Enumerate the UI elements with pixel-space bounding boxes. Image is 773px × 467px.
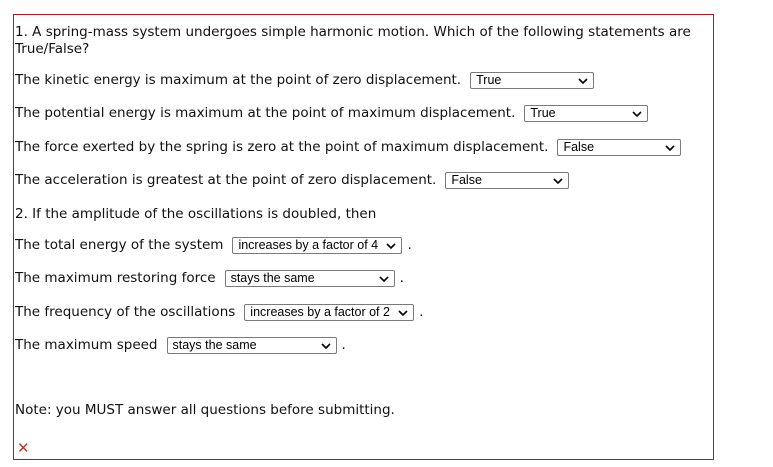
q2-answer-select-4[interactable] — [167, 337, 337, 354]
question-1-prompt: 1. A spring-mass system undergoes simple harmonic motion. Which of the following statements are True/False? — [15, 24, 691, 57]
chevron-down-icon — [631, 108, 643, 120]
chevron-down-icon — [397, 307, 409, 319]
question-2-prompt: 2. If the amplitude of the oscillations is doubled, then — [15, 206, 377, 222]
sentence-period: . — [419, 304, 424, 320]
sentence-period: . — [341, 337, 346, 353]
select-value: stays the same — [172, 338, 257, 352]
chevron-down-icon — [577, 75, 589, 87]
sentence-period: . — [399, 270, 404, 286]
q2-row-3 — [15, 304, 424, 321]
q1-answer-select-2[interactable] — [524, 105, 648, 122]
select-value: False — [451, 173, 482, 187]
q2-row-4 — [15, 337, 346, 354]
q1-row-2 — [15, 105, 648, 122]
q2-statement: The maximum speed — [15, 337, 158, 353]
select-value: True — [476, 73, 502, 87]
q2-row-1 — [15, 237, 412, 254]
select-value: stays the same — [230, 271, 315, 285]
sentence-period: . — [407, 237, 412, 253]
q2-answer-select-2[interactable] — [225, 270, 395, 287]
select-value: increases by a factor of 2 — [250, 305, 390, 319]
q1-row-3 — [15, 139, 681, 156]
q2-answer-select-3[interactable] — [244, 304, 414, 321]
select-value: False — [563, 140, 595, 154]
chevron-down-icon — [385, 240, 397, 252]
chevron-down-icon — [664, 142, 676, 154]
select-value: True — [530, 106, 556, 120]
q1-row-1 — [15, 72, 594, 89]
q2-statement: The total energy of the system — [15, 237, 224, 253]
q1-statement: The acceleration is greatest at the point of zero displacement. — [15, 172, 437, 188]
select-value: increases by a factor of 4 — [238, 238, 379, 252]
q1-answer-select-4[interactable] — [445, 172, 569, 189]
q2-row-2 — [15, 270, 404, 287]
q1-answer-select-3[interactable] — [557, 139, 681, 156]
chevron-down-icon — [320, 340, 332, 352]
chevron-down-icon — [378, 273, 390, 285]
q2-statement: The maximum restoring force — [15, 270, 216, 286]
q1-statement: The potential energy is maximum at the point of maximum displacement. — [15, 105, 516, 121]
q1-statement: The force exerted by the spring is zero at the point of maximum displacement. — [15, 139, 549, 155]
submission-note: Note: you MUST answer all questions before submitting. — [15, 402, 395, 418]
q2-statement: The frequency of the oscillations — [15, 304, 236, 320]
q1-answer-select-1[interactable] — [470, 72, 594, 89]
chevron-down-icon — [552, 175, 564, 187]
q1-row-4 — [15, 172, 569, 189]
q1-statement: The kinetic energy is maximum at the point of zero displacement. — [15, 72, 462, 88]
x-mark-icon: ✕ — [17, 439, 30, 457]
q2-answer-select-1[interactable] — [232, 237, 402, 254]
